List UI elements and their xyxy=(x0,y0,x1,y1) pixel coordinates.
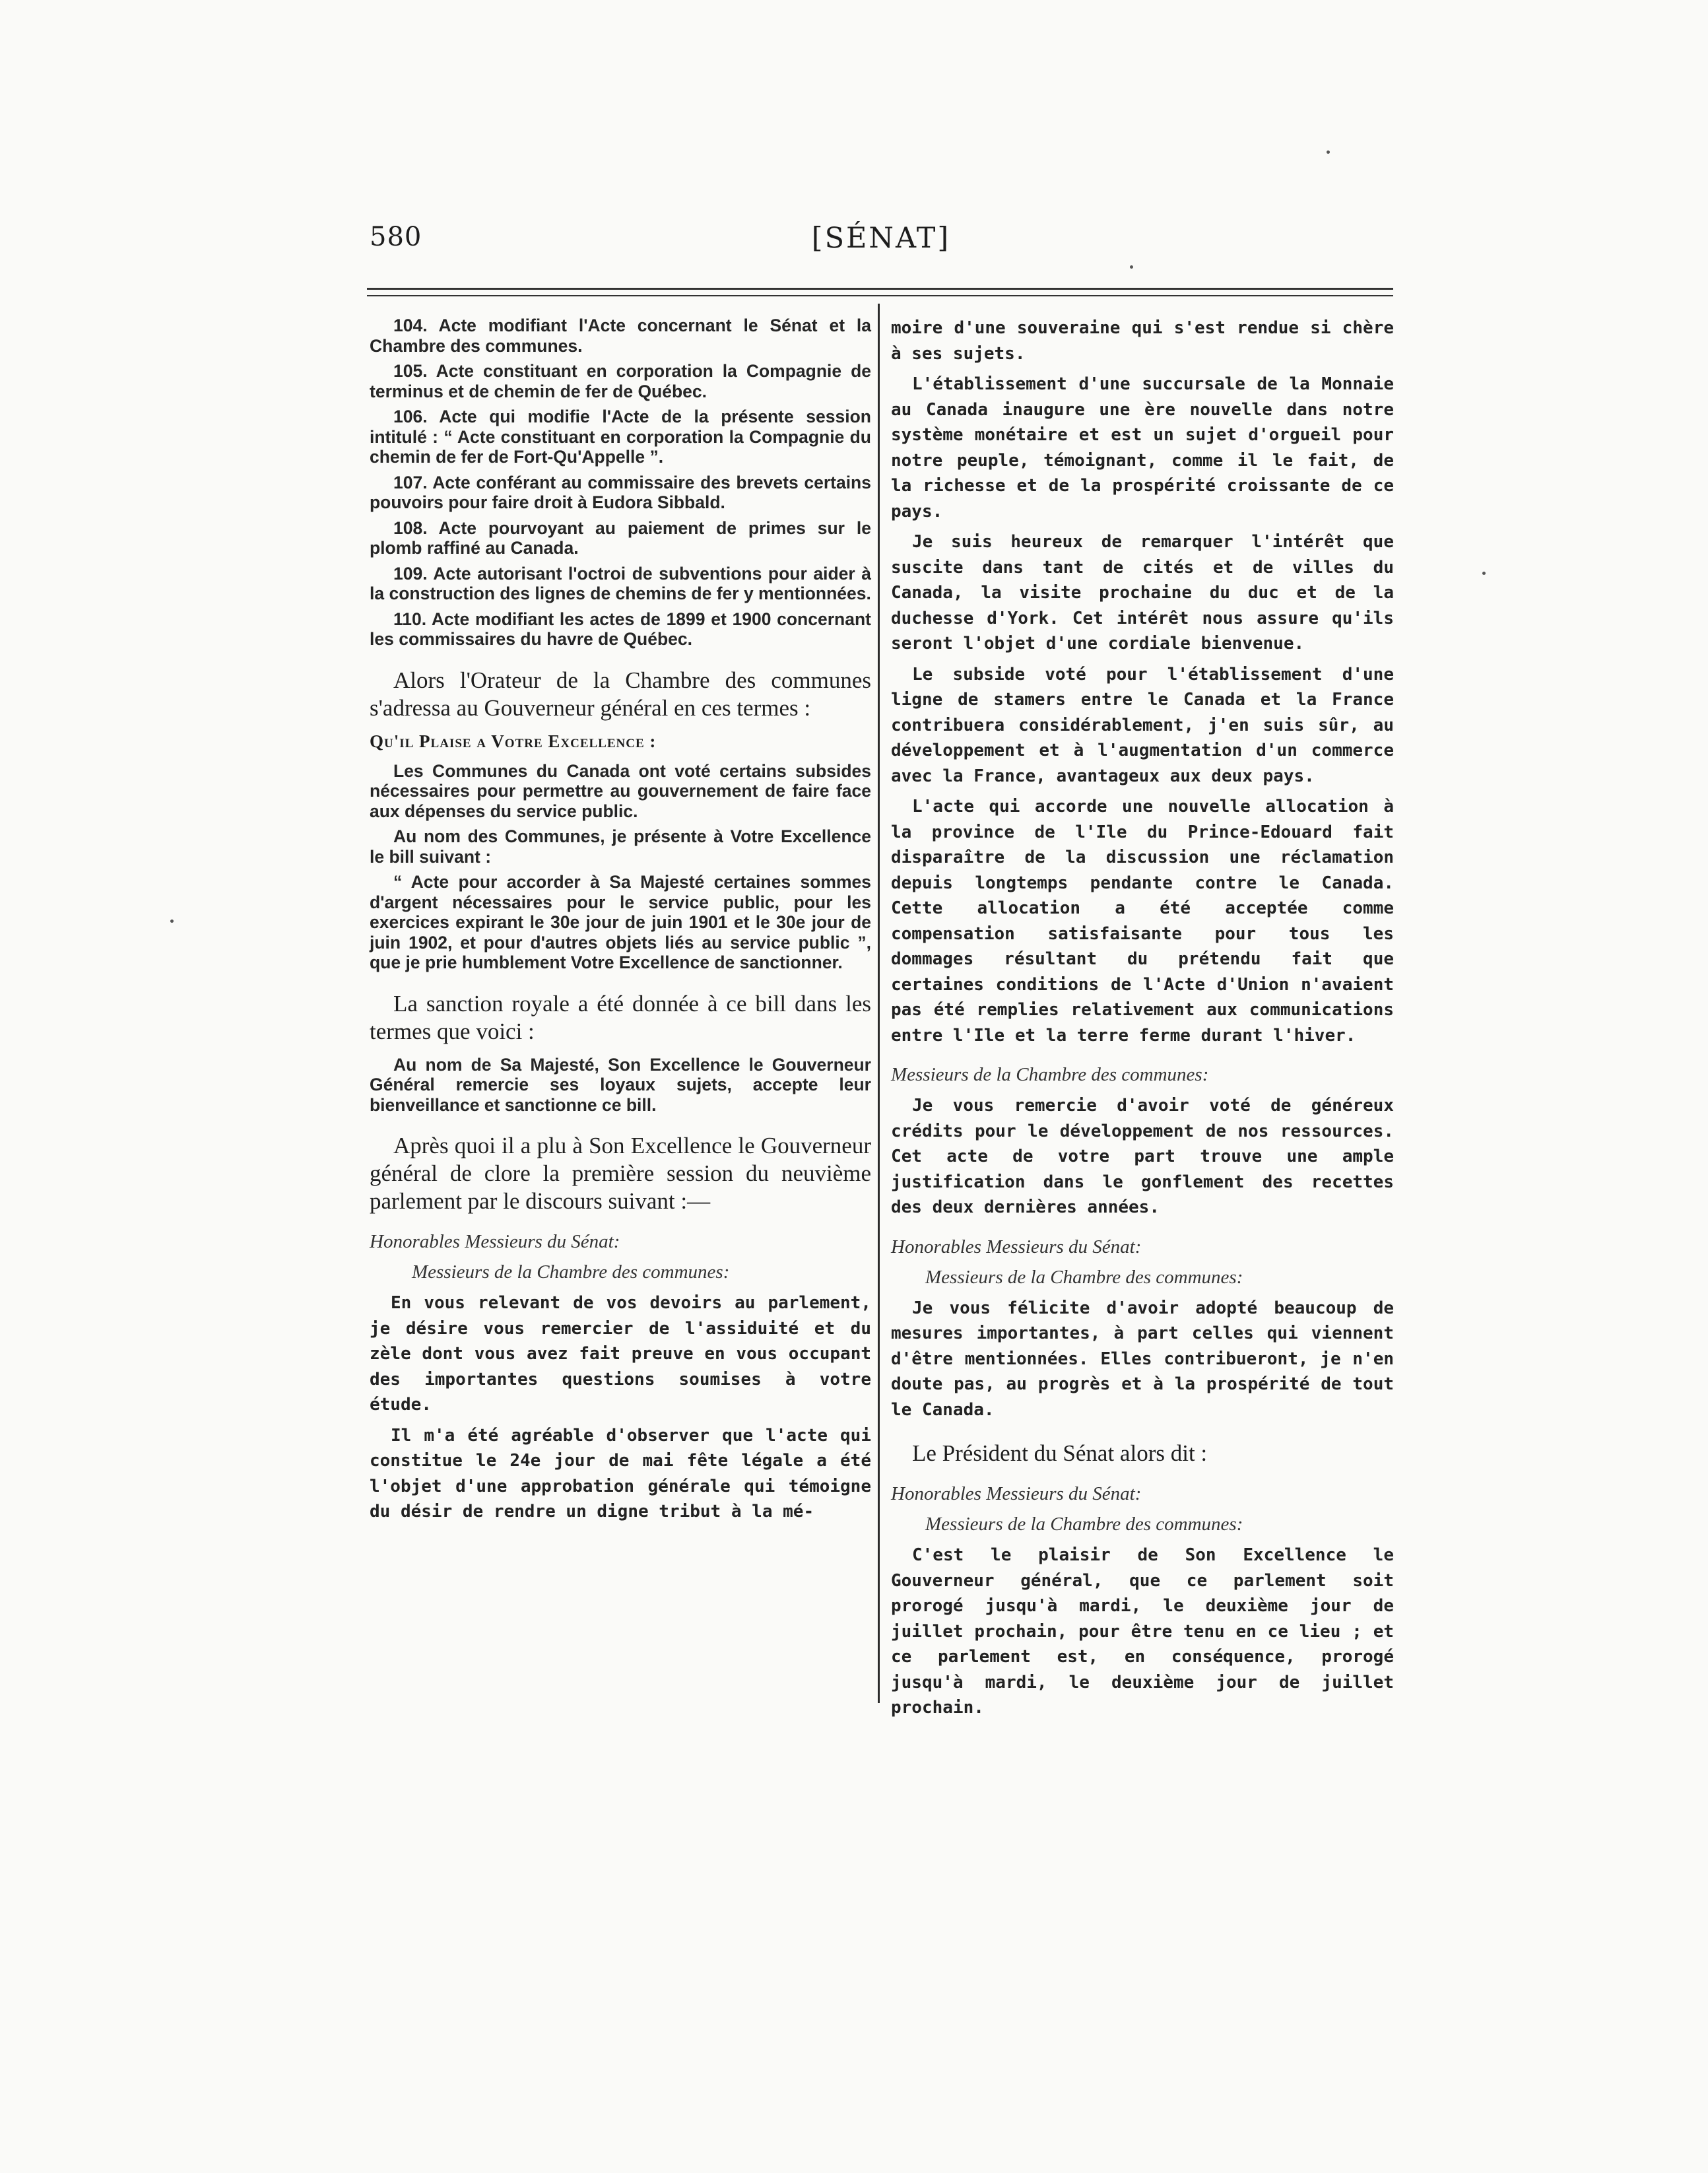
address-paragraph: “ Acte pour accorder à Sa Majesté certaines sommes d'argent nécessaires pour le service public, pour les exercices expirant le 30e jour de juin 1901 et le 30e jour de juin 1902, et pour d'autres objets liés au service public ”, que je prie humblement Votre Excellence de sanctionner. xyxy=(370,872,871,972)
salutation-senate: Honorables Messieurs du Sénat: xyxy=(891,1483,1142,1504)
salutation-senate: Honorables Messieurs du Sénat: xyxy=(370,1231,620,1252)
president-statement: Le Président du Sénat alors dit : xyxy=(912,1440,1208,1466)
speech-paragraph: Il m'a été agréable d'observer que l'acte qui constitue le 24e jour de mai fête légale a été l'objet d'une approbation générale qui témoigne du désir de rendre un digne tribut à la mé- xyxy=(370,1425,871,1521)
page-number: 580 xyxy=(370,222,422,252)
scan-speck xyxy=(1327,150,1330,154)
right-column xyxy=(891,316,1394,1721)
salutation-commons: Messieurs de la Chambre des communes: xyxy=(925,1514,1243,1535)
speech-paragraph: moire d'une souveraine qui s'est rendue si chère à ses sujets. xyxy=(891,318,1394,364)
speech-paragraph: Le subside voté pour l'établissement d'une ligne de stamers entre le Canada et la France contribuera considérablement, j'en suis sûr, au développement et à l'augmentation d'un commerce avec la France, avantageux aux deux pays. xyxy=(891,664,1394,786)
speech-paragraph: L'établissement d'une succursale de la Monnaie au Canada inaugure une ère nouvelle dans notre système monétaire et est un sujet d'orgueil pour notre peuple, témoignant, comme il le fait, de la richesse et de la prospérité croissante de ce pays. xyxy=(891,374,1394,521)
narrative-paragraph: Après quoi il a plu à Son Excellence le Gouverneur général de clore la première session du neuvième parlement par le discours suivant :— xyxy=(370,1133,871,1214)
scan-speck xyxy=(1482,572,1486,575)
salutation-commons: Messieurs de la Chambre des communes: xyxy=(891,1064,1209,1085)
speech-paragraph: Je vous remercie d'avoir voté de généreux crédits pour le développement de nos ressources. Cet acte de votre part trouve une ample justification dans le gonflement des recettes des deux dernières années. xyxy=(891,1096,1394,1217)
act-item: 105. Acte constituant en corporation la Compagnie de terminus et de chemin de fer de Québec. xyxy=(370,361,871,401)
speech-paragraph: L'acte qui accorde une nouvelle allocation à la province de l'Ile du Prince-Edouard fait disparaître de la discussion une réclamation depuis longtemps pendante contre le Canada. Cette allocation a été acceptée comme compensation satisfaisante pour tous les dommages résultant du prétendu fait que certaines conditions de l'Acte d'Union n'avaient pas été remplies relativement aux communications entre l'Ile et la terre ferme durant l'hiver. xyxy=(891,797,1394,1046)
speech-paragraph: Je suis heureux de remarquer l'intérêt que suscite dans tant de cités et de villes du Canada, la visite prochaine du duc et de la duchesse d'York. Cet intérêt nous assure qu'ils seront l'objet d'une cordiale bienvenue. xyxy=(891,532,1394,653)
act-item: 109. Acte autorisant l'octroi de subventions pour aider à la construction des lignes de chemins de fer y mentionnées. xyxy=(370,563,871,603)
address-heading: Qu'il Plaise a Votre Excellence : xyxy=(370,731,657,751)
act-item: 108. Acte pourvoyant au paiement de primes sur le plomb raffiné au Canada. xyxy=(370,518,871,558)
left-column xyxy=(370,316,871,1525)
narrative-paragraph: La sanction royale a été donnée à ce bill dans les termes que voici : xyxy=(370,990,871,1044)
page-header xyxy=(370,222,1393,268)
act-item: 110. Acte modifiant les actes de 1899 et 1900 concernant les commissaires du havre de Québec. xyxy=(370,609,871,649)
scan-speck xyxy=(170,919,174,923)
narrative-paragraph: Alors l'Orateur de la Chambre des communes s'adressa au Gouverneur général en ces termes : xyxy=(370,667,871,721)
column-divider xyxy=(878,304,880,1703)
header-rule xyxy=(367,288,1393,290)
salutation-commons: Messieurs de la Chambre des communes: xyxy=(925,1266,1243,1288)
speech-paragraph: Je vous félicite d'avoir adopté beaucoup de mesures importantes, à part celles qui viennent d'être mentionnées. Elles contribueront, je n'en doute pas, au progrès et à la prospérité de tout le Canada. xyxy=(891,1298,1394,1420)
speech-paragraph: En vous relevant de vos devoirs au parlement, je désire vous remercier de l'assiduité et du zèle dont vous avez fait preuve en vous occupant des importantes questions soumises à votre étude. xyxy=(370,1293,871,1415)
running-head: [SÉNAT] xyxy=(811,222,951,255)
salutation-senate: Honorables Messieurs du Sénat: xyxy=(891,1236,1142,1257)
act-item: 106. Acte qui modifie l'Acte de la présente session intitulé : “ Acte constituant en corporation la Compagnie du chemin de fer de Fort-Qu'Appelle ”. xyxy=(370,407,871,467)
sanction-paragraph: Au nom de Sa Majesté, Son Excellence le Gouverneur Général remercie ses loyaux sujets, accepte leur bienveillance et sanctionne ce bill. xyxy=(370,1054,871,1115)
address-paragraph: Les Communes du Canada ont voté certains subsides nécessaires pour permettre au gouvernement de faire face aux dépenses du service public. xyxy=(370,760,871,821)
act-item: 104. Acte modifiant l'Acte concernant le Sénat et la Chambre des communes. xyxy=(370,316,871,356)
act-item: 107. Acte conférant au commissaire des brevets certains pouvoirs pour faire droit à Eudora Sibbald. xyxy=(370,472,871,512)
scan-speck xyxy=(1130,265,1133,269)
address-paragraph: Au nom des Communes, je présente à Votre Excellence le bill suivant : xyxy=(370,826,871,867)
header-rule-thin xyxy=(367,295,1393,296)
prorogation-paragraph: C'est le plaisir de Son Excellence le Gouverneur général, que ce parlement soit prorogé jusqu'à mardi, le deuxième jour de juillet prochain, pour être tenu en ce lieu ; et ce parlement est, en conséquence, prorogé jusqu'à mardi, le deuxième jour de juillet prochain. xyxy=(891,1545,1394,1718)
salutation-commons: Messieurs de la Chambre des communes: xyxy=(412,1261,730,1283)
